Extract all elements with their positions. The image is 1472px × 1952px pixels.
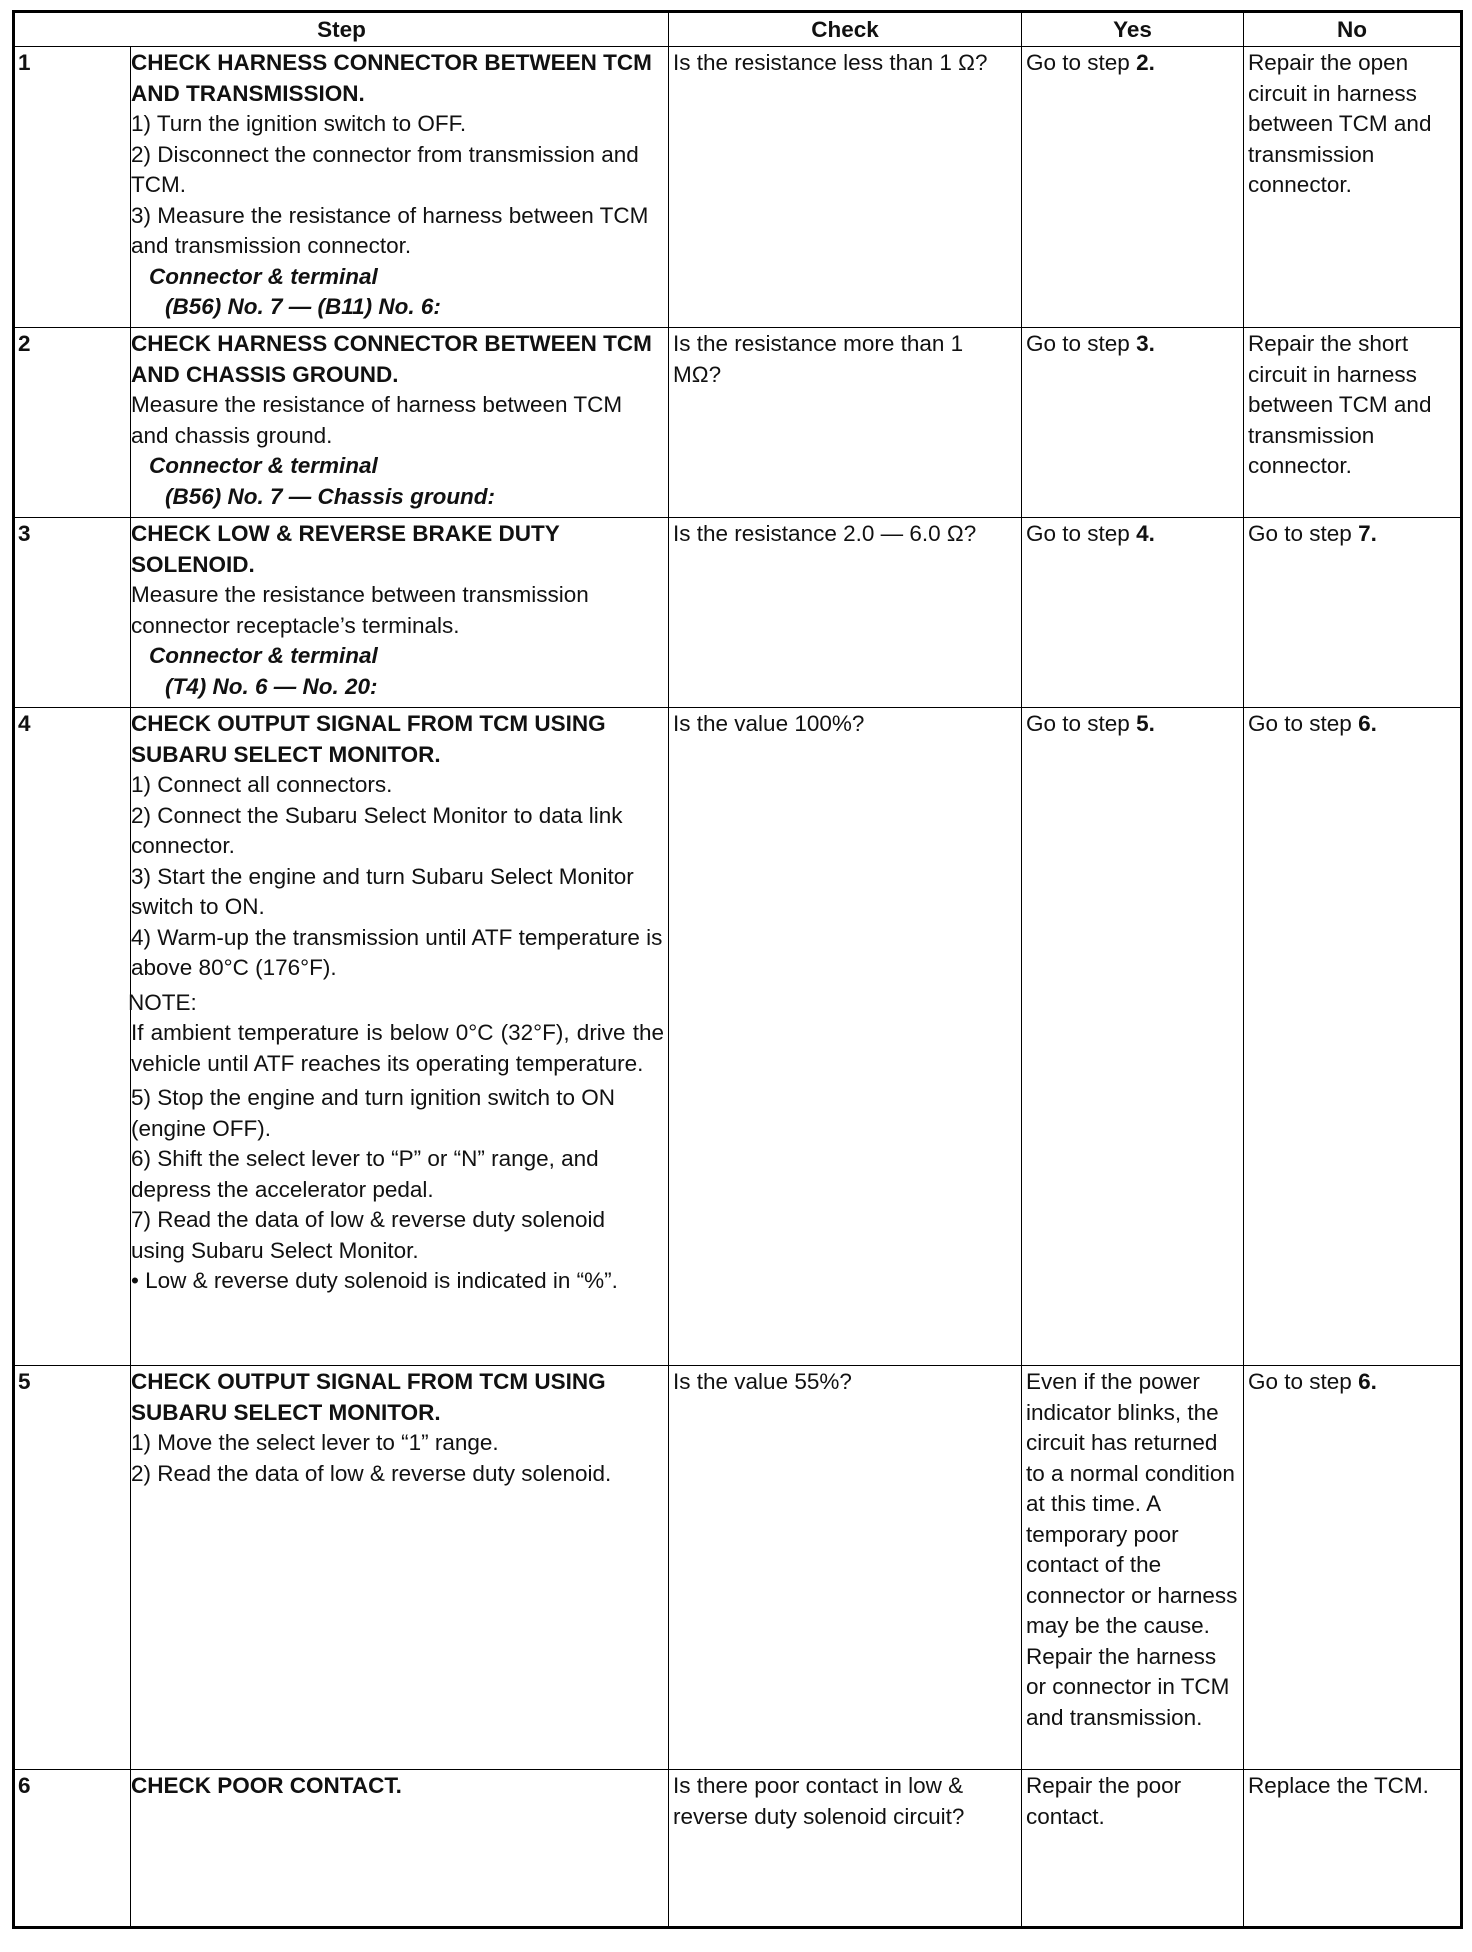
step-title: CHECK POOR CONTACT. — [131, 1773, 402, 1798]
note-text: If ambient temperature is below 0°C (32°F), drive the vehicle until ATF reaches its operating temperature. — [131, 1020, 665, 1076]
go-to-step-text: Go to step — [1026, 50, 1130, 75]
step-number: 4 — [14, 708, 131, 1366]
step-reference: 7. — [1358, 521, 1377, 546]
step-instruction: Measure the resistance between transmission connector receptacle’s terminals. — [131, 582, 589, 638]
step-instruction: 6) Shift the select lever to “P” or “N” range, and depress the accelerator pedal. — [131, 1146, 599, 1202]
header-yes: Yes — [1022, 12, 1244, 47]
go-to-step-text: Go to step — [1248, 1369, 1352, 1394]
step-reference: 6. — [1358, 711, 1377, 736]
step-instruction: 2) Disconnect the connector from transmission and TCM. — [131, 141, 639, 197]
check-cell: Is there poor contact in low & reverse duty solenoid circuit? — [669, 1770, 1022, 1928]
step-description — [131, 1770, 669, 1928]
step-instruction: 5) Stop the engine and turn ignition switch to ON (engine OFF). — [131, 1085, 616, 1141]
yes-cell — [1022, 708, 1244, 1366]
step-description — [131, 328, 669, 518]
step-instruction: • Low & reverse duty solenoid is indicated in “%”. — [131, 1268, 618, 1293]
check-cell: Is the resistance 2.0 — 6.0 Ω? — [669, 518, 1022, 708]
header-check: Check — [669, 12, 1022, 47]
table-row — [14, 708, 1462, 1366]
connector-terminal: (T4) No. 6 — No. 20: — [165, 673, 378, 699]
step-title: CHECK HARNESS CONNECTOR BETWEEN TCM AND TRANSMISSION. — [131, 50, 652, 106]
step-instruction: 7) Read the data of low & reverse duty solenoid using Subaru Select Monitor. — [131, 1207, 606, 1263]
yes-cell: Even if the power indicator blinks, the circuit has returned to a normal condition at this time. A temporary poor contact of the connector or harness may be the cause. Repair the harness or connector in TCM and transmission. — [1022, 1366, 1244, 1770]
go-to-step-text: Go to step — [1026, 711, 1130, 736]
yes-cell — [1022, 328, 1244, 518]
step-reference: 4. — [1136, 521, 1155, 546]
yes-cell — [1022, 47, 1244, 328]
go-to-step-text: Go to step — [1026, 331, 1130, 356]
step-instruction: 3) Start the engine and turn Subaru Select Monitor switch to ON. — [131, 863, 634, 919]
header-row — [14, 12, 1462, 47]
step-number: 5 — [14, 1366, 131, 1770]
step-instruction: 2) Connect the Subaru Select Monitor to data link connector. — [131, 802, 623, 858]
table-row — [14, 328, 1462, 518]
check-cell: Is the resistance less than 1 Ω? — [669, 47, 1022, 328]
no-cell — [1244, 708, 1462, 1366]
step-reference: 5. — [1136, 711, 1155, 736]
no-cell: Repair the short circuit in harness between TCM and transmission connector. — [1244, 328, 1462, 518]
step-description — [131, 518, 669, 708]
connector-label: Connector & terminal — [149, 263, 378, 289]
step-description — [131, 1366, 669, 1770]
step-instruction: 1) Turn the ignition switch to OFF. — [131, 111, 467, 136]
step-instruction: 1) Connect all connectors. — [131, 772, 393, 797]
step-instruction: 2) Read the data of low & reverse duty solenoid. — [131, 1460, 612, 1486]
step-instruction: 3) Measure the resistance of harness between TCM and transmission connector. — [131, 202, 649, 258]
go-to-step-text: Go to step — [1248, 521, 1352, 546]
step-description — [131, 47, 669, 328]
go-to-step-text: Go to step — [1248, 711, 1352, 736]
connector-label: Connector & terminal — [149, 453, 378, 478]
go-to-step-text: Go to step — [1026, 521, 1130, 546]
step-number: 6 — [14, 1770, 131, 1928]
step-title: CHECK HARNESS CONNECTOR BETWEEN TCM AND CHASSIS GROUND. — [131, 331, 652, 387]
step-instruction: 4) Warm-up the transmission until ATF temperature is above 80°C (176°F). — [131, 924, 663, 980]
table-row — [14, 47, 1462, 328]
step-description — [128, 708, 669, 1366]
header-step: Step — [14, 12, 669, 47]
connector-terminal: (B56) No. 7 — Chassis ground: — [165, 483, 496, 509]
yes-cell: Repair the poor contact. — [1022, 1770, 1244, 1928]
step-reference: 2. — [1136, 50, 1155, 75]
table-row — [14, 1770, 1462, 1928]
connector-label: Connector & terminal — [149, 643, 378, 668]
no-cell — [1244, 518, 1462, 708]
step-number: 3 — [14, 518, 131, 708]
check-cell: Is the resistance more than 1 MΩ? — [669, 328, 1022, 518]
step-title: CHECK LOW & REVERSE BRAKE DUTY SOLENOID. — [131, 521, 560, 577]
diagnostic-table — [12, 10, 1463, 1929]
connector-terminal: (B56) No. 7 — (B11) No. 6: — [165, 294, 441, 319]
no-cell: Replace the TCM. — [1244, 1770, 1462, 1928]
step-number: 2 — [14, 328, 131, 518]
step-instruction: 1) Move the select lever to “1” range. — [131, 1430, 499, 1455]
no-cell — [1244, 1366, 1462, 1770]
table-row — [14, 518, 1462, 708]
note-label: NOTE: — [128, 989, 197, 1015]
step-title: CHECK OUTPUT SIGNAL FROM TCM USING SUBARU SELECT MONITOR. — [131, 1369, 606, 1425]
yes-cell — [1022, 518, 1244, 708]
step-number: 1 — [14, 47, 131, 328]
header-no: No — [1244, 12, 1462, 47]
table-row — [14, 1366, 1462, 1770]
check-cell: Is the value 100%? — [669, 708, 1022, 1366]
step-instruction: Measure the resistance of harness between TCM and chassis ground. — [131, 392, 623, 448]
step-reference: 6. — [1358, 1369, 1377, 1394]
no-cell: Repair the open circuit in harness between TCM and transmission connector. — [1244, 47, 1462, 328]
step-title: CHECK OUTPUT SIGNAL FROM TCM USING SUBARU SELECT MONITOR. — [131, 711, 606, 767]
check-cell: Is the value 55%? — [669, 1366, 1022, 1770]
step-reference: 3. — [1136, 331, 1155, 356]
